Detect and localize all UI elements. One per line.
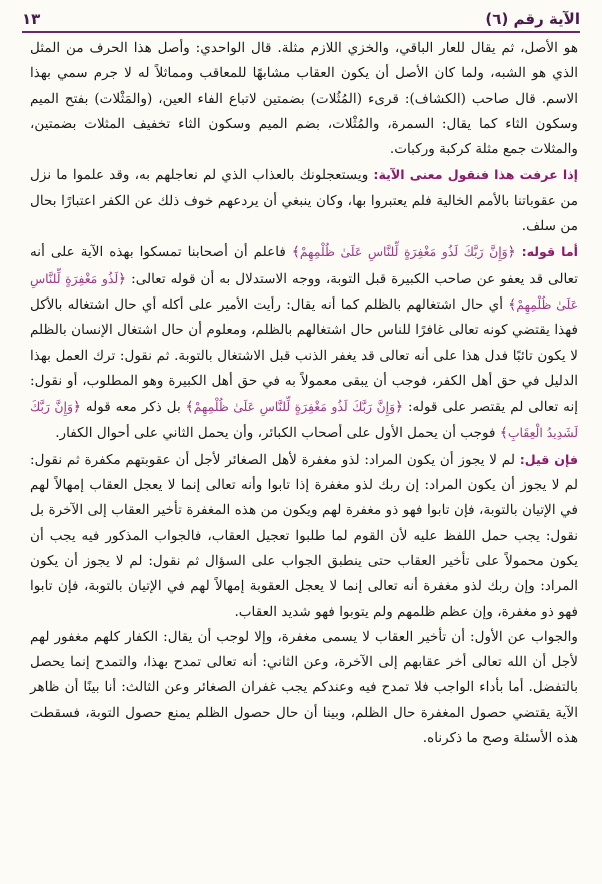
page-body bbox=[30, 36, 578, 864]
paragraph-3 bbox=[30, 239, 578, 446]
paragraph-4-text: لم لا يجوز أن يكون المراد: لذو مغفرة لأهل الصغائر لأجل أن عقوبتهم مكفرة ثم نقول: لم لا يجوز أن يكون المراد: إن ربك لذو مغفرة إذا تابوا وأنه تعالى إنما لا يعجل العقاب إمهالاً لهم في الإتيان بالتوبة، فإن تابوا فهو ذو مغفرة لهم ويكون من هذه المغفرة تأخير العقاب إلى الآخرة بل نقول: يجب حمل اللفظ عليه لأن القوم لما طلبوا تعجيل العقاب، فالجواب المذكور فيه يجب أن يكون محمولاً على تأخير العقاب حتى ينطبق الجواب على السؤال ثم نقول: لم لا يجوز أن يكون المراد: وإن ربك لذو مغفرة أنه تعالى إنما لا يعجل العقوبة إمهالاً لهم في الإتيان بالتوبة، فإن تابوا فهو ذو مغفرة، وإن عظم ظلمهم ولم يتوبوا فهو شديد العقاب. bbox=[30, 451, 578, 620]
section-label-as-for: أما قوله: bbox=[521, 244, 578, 260]
ornate-bracket-close: ﴾ bbox=[508, 296, 517, 313]
paragraph-1: هو الأصل، ثم يقال للعار الباقي، والخزي اللازم مثلة. قال الواحدي: وأصل هذا الحرف من المثل الذي هو الشبه، ولما كان الأصل أن يكون العقاب مشابهًا للمعاقب ومماثلاً له لا جرم سمي بهذا الاسم. قال صاحب (الكشاف): قرىء (المُثُلات) بضمتين لاتباع الفاء العين، (والمَثْلات) بفتح الميم وسكون الثاء كما يقال: السمرة، والمُثْلات، بضم الميم وسكون الثاء تخفيف المثلات بضمتين، والمثلات جمع مثلة كركبة وركبات. bbox=[30, 40, 578, 158]
section-label-if-said: فإن قيل: bbox=[519, 451, 578, 467]
paragraph-5: والجواب عن الأول: أن تأخير العقاب لا يسمى مغفرة، وإلا لوجب أن يقال: الكفار كلهم مغفور لهم لأجل أن الله تعالى أخر عقابهم إلى الآخرة، وعن الثاني: أنه تعالى تمدح بهذا، والتمدح إنما يحصل بالتفضل. أما بأداء الواجب فلا تمدح فيه وعندكم يجب غفران الصغائر وعن الثالث: أنا بينًا أن ظاهر الآية يقتضي حصول المغفرة حال الظلم، وبينا أن حال حصول الظلم يمنع حصول التوبة، فسقطت هذه الأسئلة وصح ما ذكرناه. bbox=[30, 628, 578, 747]
header-title: الآية رقم (٦) bbox=[485, 10, 580, 28]
paragraph-3-text-d: فوجب أن يحمل الأول على أصحاب الكبائر، وأن يحمل الثاني على أحوال الكفار. bbox=[55, 425, 496, 442]
ornate-bracket-open: ﴿ bbox=[118, 270, 127, 287]
ornate-bracket-open: ﴿ bbox=[395, 399, 404, 416]
ornate-bracket-close: ﴾ bbox=[499, 425, 508, 442]
paragraph-2 bbox=[30, 162, 578, 239]
quran-verse-3: وَإِنَّ رَبَّكَ لَذُو مَغْفِرَةٍ لِّلنَّاسِ عَلَىٰ ظُلْمِهِمْ bbox=[193, 399, 396, 415]
page-number: ١٣ bbox=[22, 10, 41, 28]
header-divider bbox=[22, 31, 580, 33]
paragraph-4 bbox=[30, 447, 578, 625]
ornate-bracket-open: ﴿ bbox=[72, 399, 81, 416]
paragraph-2-text: ويستعجلونك بالعذاب الذي لم نعاجلهم به، وقد علموا ما نزل من عقوباتنا بالأمم الخالية فلم يعتبروا بها، وكان ينبغي أن يردعهم خوف ذلك عن الكفر اعتبارًا بحال من سلف. bbox=[30, 167, 578, 235]
paragraph-3-text-c: بل ذكر معه قوله bbox=[85, 399, 181, 416]
ornate-bracket-close: ﴾ bbox=[291, 244, 300, 261]
paragraph-3-text-b: أي حال اشتغالهم بالظلم كما أنه يقال: رأيت الأمير على أكله أي حال اشتغاله بالأكل فهذا يقتضي كونه تعالى غافرًا للناس حال اشتغالهم بالظلم، ومعلوم أن حال اشتغال الإنسان بالظلم لا يكون تائبًا فدل هذا على أنه تعالى قد يغفر الذنب قبل الاشتغال بالتوبة. ثم نقول: ترك العمل بهذا الدليل في حق أهل الكفر، فوجب أن يبقى معمولاً به في حق أهل الكبيرة وهو المطلوب، أو نقول: إنه تعالى لم يقتصر على قوله: bbox=[30, 296, 579, 416]
ornate-bracket-open: ﴿ bbox=[507, 244, 516, 261]
quran-verse-1: وَإِنَّ رَبَّكَ لَذُو مَغْفِرَةٍ لِّلنَّاسِ عَلَىٰ ظُلْمِهِمْ bbox=[299, 244, 508, 260]
quran-verse-4: وَإِنَّ رَبَّكَ لَشَدِيدُ الْعِقَابِ bbox=[30, 399, 578, 441]
quran-verse-2: لَذُو مَغْفِرَةٍ لِّلنَّاسِ عَلَىٰ ظُلْمِهِمْ bbox=[30, 270, 578, 312]
page-header bbox=[22, 6, 580, 32]
section-label-meaning: إذا عرفت هذا فنقول معنى الآية: bbox=[373, 167, 578, 183]
paragraph-3-text-a: فاعلم أن أصحابنا تمسكوا بهذه الآية على أنه تعالى قد يعفو عن صاحب الكبيرة قبل التوبة، ووجه الاستدلال به أن قوله تعالى: bbox=[30, 244, 578, 287]
ornate-bracket-close: ﴾ bbox=[185, 399, 194, 416]
